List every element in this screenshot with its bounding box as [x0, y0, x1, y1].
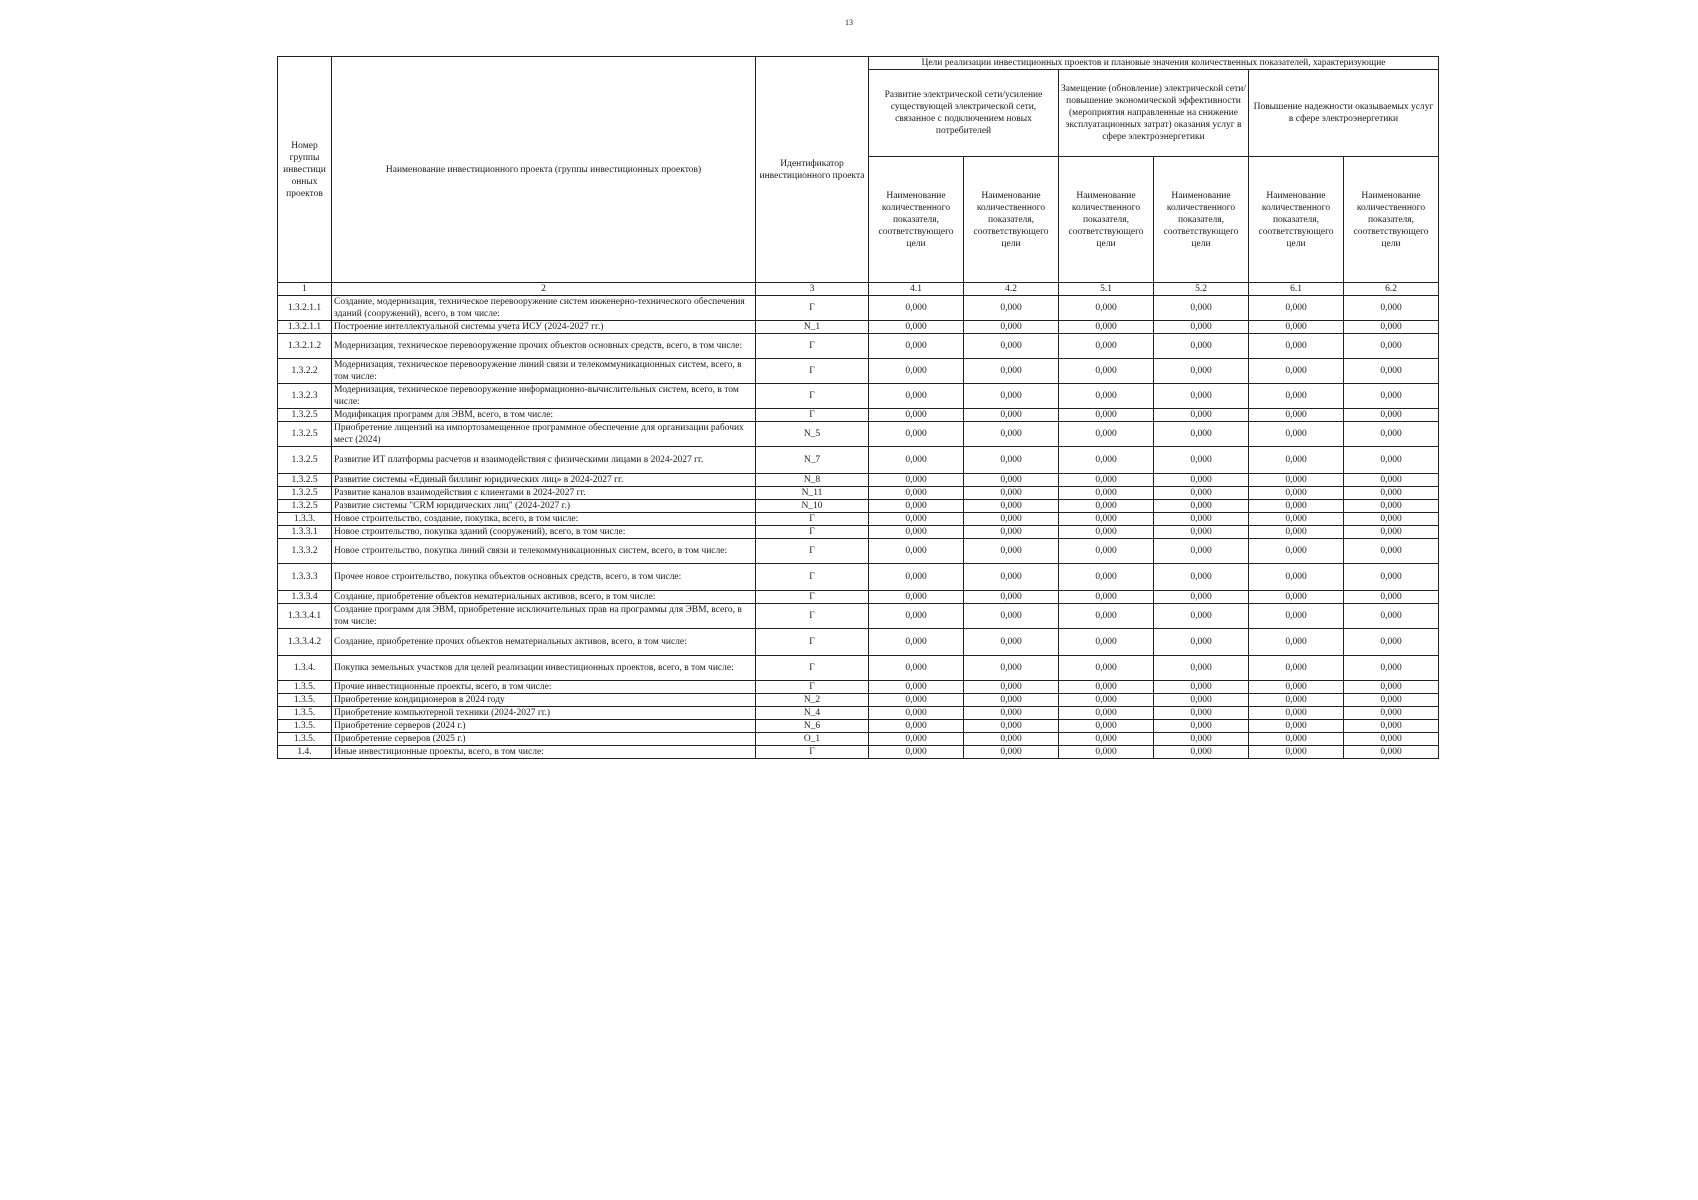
row-project-name: Развитие системы «Единый биллинг юридических лиц» в 2024-2027 гг.: [332, 474, 756, 487]
table-row: [278, 746, 1439, 759]
row-indicator-value: 0,000: [964, 733, 1059, 746]
row-identifier: Г: [756, 296, 869, 321]
row-indicator-value: 0,000: [869, 591, 964, 604]
row-indicator-value: 0,000: [1249, 694, 1344, 707]
row-project-name: Приобретение компьютерной техники (2024-2027 гг.): [332, 707, 756, 720]
row-indicator-value: 0,000: [964, 564, 1059, 591]
row-indicator-value: 0,000: [1344, 487, 1439, 500]
row-group-number: 1.3.5.: [278, 694, 332, 707]
row-indicator-value: 0,000: [964, 539, 1059, 564]
row-indicator-value: 0,000: [1059, 474, 1154, 487]
row-indicator-value: 0,000: [964, 746, 1059, 759]
row-indicator-value: 0,000: [869, 409, 964, 422]
row-indicator-value: 0,000: [1154, 564, 1249, 591]
header-identifier: Идентификатор инвестиционного проекта: [756, 57, 869, 283]
row-project-name: Приобретение лицензий на импортозамещенное программное обеспечение для организации рабочих мест (2024): [332, 422, 756, 447]
row-group-number: 1.3.3.2: [278, 539, 332, 564]
column-number: 4.1: [869, 283, 964, 296]
row-indicator-value: 0,000: [1344, 629, 1439, 656]
row-indicator-value: 0,000: [869, 720, 964, 733]
row-indicator-value: 0,000: [1249, 359, 1344, 384]
row-indicator-value: 0,000: [1059, 334, 1154, 359]
row-indicator-value: 0,000: [964, 681, 1059, 694]
header-indicator-5-2: Наименование количественного показателя, соответствующего цели: [1154, 157, 1249, 283]
row-identifier: Г: [756, 513, 869, 526]
row-indicator-value: 0,000: [1249, 564, 1344, 591]
row-indicator-value: 0,000: [1344, 564, 1439, 591]
row-identifier: Г: [756, 656, 869, 681]
header-goals-title: Цели реализации инвестиционных проектов и плановые значения количественных показателей, характеризующие: [869, 57, 1439, 70]
row-indicator-value: 0,000: [1154, 487, 1249, 500]
row-group-number: 1.3.2.5: [278, 409, 332, 422]
table-row: [278, 334, 1439, 359]
table-row: [278, 409, 1439, 422]
table-row: [278, 681, 1439, 694]
row-project-name: Покупка земельных участков для целей реализации инвестиционных проектов, всего, в том числе:: [332, 656, 756, 681]
row-indicator-value: 0,000: [1344, 694, 1439, 707]
row-project-name: Модернизация, техническое перевооружение информационно-вычислительных систем, всего, в том числе:: [332, 384, 756, 409]
row-indicator-value: 0,000: [1249, 409, 1344, 422]
row-indicator-value: 0,000: [1344, 733, 1439, 746]
row-indicator-value: 0,000: [869, 746, 964, 759]
row-indicator-value: 0,000: [1154, 321, 1249, 334]
row-group-number: 1.3.2.5: [278, 422, 332, 447]
table-row: [278, 447, 1439, 474]
row-group-number: 1.3.2.5: [278, 447, 332, 474]
row-project-name: Развитие каналов взаимодействия с клиентами в 2024-2027 гг.: [332, 487, 756, 500]
row-indicator-value: 0,000: [1059, 409, 1154, 422]
row-indicator-value: 0,000: [1154, 384, 1249, 409]
row-identifier: N_5: [756, 422, 869, 447]
row-indicator-value: 0,000: [1154, 629, 1249, 656]
row-indicator-value: 0,000: [1344, 321, 1439, 334]
row-indicator-value: 0,000: [1344, 474, 1439, 487]
row-indicator-value: 0,000: [1344, 334, 1439, 359]
row-identifier: O_1: [756, 733, 869, 746]
row-indicator-value: 0,000: [869, 296, 964, 321]
header-goal-6: Повышение надежности оказываемых услуг в сфере электроэнергетики: [1249, 70, 1439, 157]
row-project-name: Приобретение серверов (2025 г.): [332, 733, 756, 746]
row-group-number: 1.3.4.: [278, 656, 332, 681]
row-indicator-value: 0,000: [1059, 513, 1154, 526]
row-project-name: Создание, приобретение прочих объектов нематериальных активов, всего, в том числе:: [332, 629, 756, 656]
header-indicator-4-2: Наименование количественного показателя, соответствующего цели: [964, 157, 1059, 283]
row-project-name: Новое строительство, создание, покупка, всего, в том числе:: [332, 513, 756, 526]
row-project-name: Модернизация, техническое перевооружение прочих объектов основных средств, всего, в том числе:: [332, 334, 756, 359]
row-group-number: 1.3.3.1: [278, 526, 332, 539]
row-identifier: Г: [756, 629, 869, 656]
row-indicator-value: 0,000: [1344, 422, 1439, 447]
row-indicator-value: 0,000: [1344, 539, 1439, 564]
row-identifier: Г: [756, 604, 869, 629]
row-group-number: 1.3.3.3: [278, 564, 332, 591]
table-row: [278, 474, 1439, 487]
row-indicator-value: 0,000: [964, 591, 1059, 604]
row-indicator-value: 0,000: [1154, 746, 1249, 759]
row-indicator-value: 0,000: [1154, 720, 1249, 733]
row-indicator-value: 0,000: [1059, 681, 1154, 694]
row-indicator-value: 0,000: [964, 447, 1059, 474]
table-row: [278, 656, 1439, 681]
row-indicator-value: 0,000: [1154, 409, 1249, 422]
row-indicator-value: 0,000: [964, 500, 1059, 513]
row-project-name: Прочие инвестиционные проекты, всего, в том числе:: [332, 681, 756, 694]
row-indicator-value: 0,000: [869, 334, 964, 359]
table-row: [278, 720, 1439, 733]
table-row: [278, 539, 1439, 564]
row-indicator-value: 0,000: [869, 500, 964, 513]
row-indicator-value: 0,000: [1059, 321, 1154, 334]
row-project-name: Создание программ для ЭВМ, приобретение исключительных прав на программы для ЭВМ, всего, в том числе:: [332, 604, 756, 629]
row-indicator-value: 0,000: [1059, 564, 1154, 591]
row-indicator-value: 0,000: [1249, 500, 1344, 513]
row-indicator-value: 0,000: [869, 629, 964, 656]
row-indicator-value: 0,000: [1249, 656, 1344, 681]
row-indicator-value: 0,000: [869, 447, 964, 474]
row-project-name: Построение интеллектуальной системы учета ИСУ (2024-2027 гг.): [332, 321, 756, 334]
row-indicator-value: 0,000: [869, 384, 964, 409]
row-group-number: 1.3.3.: [278, 513, 332, 526]
row-indicator-value: 0,000: [1249, 539, 1344, 564]
row-indicator-value: 0,000: [869, 707, 964, 720]
row-indicator-value: 0,000: [1154, 447, 1249, 474]
row-project-name: Модернизация, техническое перевооружение линий связи и телекоммуникационных систем, всего, в том числе:: [332, 359, 756, 384]
row-indicator-value: 0,000: [1154, 591, 1249, 604]
row-indicator-value: 0,000: [869, 733, 964, 746]
row-identifier: N_11: [756, 487, 869, 500]
row-indicator-value: 0,000: [1059, 422, 1154, 447]
row-indicator-value: 0,000: [1154, 526, 1249, 539]
column-number: 3: [756, 283, 869, 296]
row-indicator-value: 0,000: [964, 629, 1059, 656]
table-row: [278, 733, 1439, 746]
row-group-number: 1.3.2.1.1: [278, 321, 332, 334]
row-indicator-value: 0,000: [1059, 604, 1154, 629]
row-group-number: 1.3.5.: [278, 707, 332, 720]
row-indicator-value: 0,000: [1154, 513, 1249, 526]
row-identifier: N_8: [756, 474, 869, 487]
row-indicator-value: 0,000: [1154, 707, 1249, 720]
table-row: [278, 359, 1439, 384]
row-group-number: 1.3.3.4: [278, 591, 332, 604]
row-group-number: 1.3.2.5: [278, 500, 332, 513]
row-group-number: 1.3.2.5: [278, 474, 332, 487]
header-project-name: Наименование инвестиционного проекта (группы инвестиционных проектов): [332, 57, 756, 283]
row-group-number: 1.3.3.4.2: [278, 629, 332, 656]
row-identifier: N_2: [756, 694, 869, 707]
row-indicator-value: 0,000: [869, 526, 964, 539]
row-indicator-value: 0,000: [1249, 474, 1344, 487]
row-indicator-value: 0,000: [1154, 334, 1249, 359]
row-indicator-value: 0,000: [869, 422, 964, 447]
row-indicator-value: 0,000: [1154, 733, 1249, 746]
row-group-number: 1.3.2.5: [278, 487, 332, 500]
row-indicator-value: 0,000: [1154, 296, 1249, 321]
row-indicator-value: 0,000: [1154, 604, 1249, 629]
row-indicator-value: 0,000: [1059, 733, 1154, 746]
row-identifier: Г: [756, 591, 869, 604]
row-indicator-value: 0,000: [1249, 487, 1344, 500]
row-project-name: Новое строительство, покупка линий связи и телекоммуникационных систем, всего, в том числе:: [332, 539, 756, 564]
row-indicator-value: 0,000: [1249, 447, 1344, 474]
row-indicator-value: 0,000: [1249, 604, 1344, 629]
row-indicator-value: 0,000: [1249, 707, 1344, 720]
row-indicator-value: 0,000: [869, 564, 964, 591]
header-goal-4: Развитие электрической сети/усиление существующей электрической сети, связанное с подключением новых потребителей: [869, 70, 1059, 157]
row-indicator-value: 0,000: [1344, 604, 1439, 629]
row-indicator-value: 0,000: [1344, 513, 1439, 526]
row-project-name: Новое строительство, покупка зданий (сооружений), всего, в том числе:: [332, 526, 756, 539]
row-identifier: Г: [756, 539, 869, 564]
row-indicator-value: 0,000: [1154, 359, 1249, 384]
row-indicator-value: 0,000: [1059, 656, 1154, 681]
row-group-number: 1.3.2.2: [278, 359, 332, 384]
row-indicator-value: 0,000: [1249, 296, 1344, 321]
row-indicator-value: 0,000: [1154, 474, 1249, 487]
row-identifier: N_4: [756, 707, 869, 720]
row-group-number: 1.3.3.4.1: [278, 604, 332, 629]
row-indicator-value: 0,000: [1154, 656, 1249, 681]
row-indicator-value: 0,000: [1154, 681, 1249, 694]
row-indicator-value: 0,000: [1249, 720, 1344, 733]
row-indicator-value: 0,000: [869, 321, 964, 334]
row-indicator-value: 0,000: [1249, 513, 1344, 526]
row-indicator-value: 0,000: [1154, 500, 1249, 513]
row-indicator-value: 0,000: [1059, 539, 1154, 564]
row-group-number: 1.4.: [278, 746, 332, 759]
column-number: 6.2: [1344, 283, 1439, 296]
row-project-name: Развитие системы "CRM юридических лиц" (2024-2027 г.): [332, 500, 756, 513]
row-group-number: 1.3.5.: [278, 720, 332, 733]
table-row: [278, 564, 1439, 591]
header-indicator-6-1: Наименование количественного показателя, соответствующего цели: [1249, 157, 1344, 283]
row-indicator-value: 0,000: [1249, 681, 1344, 694]
row-indicator-value: 0,000: [1249, 526, 1344, 539]
row-identifier: Г: [756, 384, 869, 409]
row-indicator-value: 0,000: [1059, 629, 1154, 656]
row-identifier: Г: [756, 681, 869, 694]
table-row: [278, 591, 1439, 604]
row-indicator-value: 0,000: [1344, 296, 1439, 321]
header-indicator-6-2: Наименование количественного показателя, соответствующего цели: [1344, 157, 1439, 283]
row-indicator-value: 0,000: [1344, 746, 1439, 759]
row-indicator-value: 0,000: [964, 359, 1059, 384]
column-number: 4.2: [964, 283, 1059, 296]
row-indicator-value: 0,000: [1249, 321, 1344, 334]
row-identifier: N_7: [756, 447, 869, 474]
row-indicator-value: 0,000: [1249, 733, 1344, 746]
header-goal-5: Замещение (обновление) электрической сети/повышение экономической эффективности (мероприятия направленные на снижение эксплуатационных затрат) оказания услуг в сфере электроэнергетики: [1059, 70, 1249, 157]
row-indicator-value: 0,000: [1249, 629, 1344, 656]
row-project-name: Иные инвестиционные проекты, всего, в том числе:: [332, 746, 756, 759]
row-indicator-value: 0,000: [869, 513, 964, 526]
row-group-number: 1.3.5.: [278, 681, 332, 694]
row-indicator-value: 0,000: [964, 409, 1059, 422]
table-row: [278, 707, 1439, 720]
row-indicator-value: 0,000: [1249, 746, 1344, 759]
row-indicator-value: 0,000: [964, 513, 1059, 526]
row-indicator-value: 0,000: [869, 487, 964, 500]
row-indicator-value: 0,000: [1344, 591, 1439, 604]
row-indicator-value: 0,000: [1059, 296, 1154, 321]
column-number: 6.1: [1249, 283, 1344, 296]
row-indicator-value: 0,000: [1059, 694, 1154, 707]
row-group-number: 1.3.2.1.2: [278, 334, 332, 359]
row-indicator-value: 0,000: [1059, 526, 1154, 539]
row-indicator-value: 0,000: [964, 474, 1059, 487]
row-identifier: Г: [756, 564, 869, 591]
row-project-name: Создание, модернизация, техническое перевооружение систем инженерно-технического обеспечения зданий (сооружений), всего, в том числе:: [332, 296, 756, 321]
header-indicator-4-1: Наименование количественного показателя, соответствующего цели: [869, 157, 964, 283]
row-indicator-value: 0,000: [1059, 487, 1154, 500]
column-number: 5.1: [1059, 283, 1154, 296]
column-number: 2: [332, 283, 756, 296]
row-identifier: Г: [756, 526, 869, 539]
table-row: [278, 296, 1439, 321]
row-indicator-value: 0,000: [964, 487, 1059, 500]
row-indicator-value: 0,000: [964, 296, 1059, 321]
row-project-name: Модификация программ для ЭВМ, всего, в том числе:: [332, 409, 756, 422]
row-project-name: Прочее новое строительство, покупка объектов основных средств, всего, в том числе:: [332, 564, 756, 591]
row-indicator-value: 0,000: [869, 604, 964, 629]
table-row: [278, 604, 1439, 629]
table-row: [278, 526, 1439, 539]
row-indicator-value: 0,000: [1249, 591, 1344, 604]
row-project-name: Приобретение серверов (2024 г.): [332, 720, 756, 733]
row-indicator-value: 0,000: [1344, 359, 1439, 384]
row-indicator-value: 0,000: [1059, 384, 1154, 409]
row-indicator-value: 0,000: [1154, 539, 1249, 564]
row-group-number: 1.3.2.1.1: [278, 296, 332, 321]
row-indicator-value: 0,000: [1344, 656, 1439, 681]
column-number: 5.2: [1154, 283, 1249, 296]
table-row: [278, 422, 1439, 447]
row-indicator-value: 0,000: [964, 334, 1059, 359]
row-indicator-value: 0,000: [1059, 707, 1154, 720]
row-indicator-value: 0,000: [869, 359, 964, 384]
row-indicator-value: 0,000: [869, 656, 964, 681]
row-identifier: Г: [756, 359, 869, 384]
row-indicator-value: 0,000: [1154, 694, 1249, 707]
row-indicator-value: 0,000: [1344, 500, 1439, 513]
row-indicator-value: 0,000: [964, 526, 1059, 539]
row-indicator-value: 0,000: [1249, 384, 1344, 409]
table-row: [278, 384, 1439, 409]
row-indicator-value: 0,000: [1344, 447, 1439, 474]
row-indicator-value: 0,000: [1344, 720, 1439, 733]
row-indicator-value: 0,000: [869, 539, 964, 564]
row-identifier: Г: [756, 746, 869, 759]
row-indicator-value: 0,000: [869, 681, 964, 694]
row-identifier: N_10: [756, 500, 869, 513]
row-indicator-value: 0,000: [964, 720, 1059, 733]
row-indicator-value: 0,000: [1059, 359, 1154, 384]
row-indicator-value: 0,000: [964, 707, 1059, 720]
table-row: [278, 487, 1439, 500]
row-group-number: 1.3.2.3: [278, 384, 332, 409]
row-indicator-value: 0,000: [964, 384, 1059, 409]
table-row: [278, 629, 1439, 656]
row-indicator-value: 0,000: [1059, 591, 1154, 604]
column-number-row: [278, 283, 1439, 296]
column-number: 1: [278, 283, 332, 296]
table-row: [278, 513, 1439, 526]
row-indicator-value: 0,000: [1344, 707, 1439, 720]
row-indicator-value: 0,000: [964, 694, 1059, 707]
row-project-name: Развитие ИТ платформы расчетов и взаимодействия с физическими лицами в 2024-2027 гг.: [332, 447, 756, 474]
row-indicator-value: 0,000: [1344, 526, 1439, 539]
row-indicator-value: 0,000: [1344, 384, 1439, 409]
row-indicator-value: 0,000: [1344, 409, 1439, 422]
row-indicator-value: 0,000: [1059, 500, 1154, 513]
row-group-number: 1.3.5.: [278, 733, 332, 746]
row-indicator-value: 0,000: [1249, 334, 1344, 359]
row-project-name: Создание, приобретение объектов нематериальных активов, всего, в том числе:: [332, 591, 756, 604]
row-indicator-value: 0,000: [1059, 720, 1154, 733]
row-indicator-value: 0,000: [964, 422, 1059, 447]
row-project-name: Приобретение кондиционеров в 2024 году: [332, 694, 756, 707]
row-indicator-value: 0,000: [964, 604, 1059, 629]
row-indicator-value: 0,000: [1154, 422, 1249, 447]
row-indicator-value: 0,000: [964, 321, 1059, 334]
row-indicator-value: 0,000: [869, 474, 964, 487]
row-identifier: Г: [756, 409, 869, 422]
row-indicator-value: 0,000: [1344, 681, 1439, 694]
table-row: [278, 321, 1439, 334]
row-identifier: Г: [756, 334, 869, 359]
row-indicator-value: 0,000: [1059, 746, 1154, 759]
row-identifier: N_6: [756, 720, 869, 733]
row-indicator-value: 0,000: [1059, 447, 1154, 474]
table-row: [278, 694, 1439, 707]
header-indicator-5-1: Наименование количественного показателя, соответствующего цели: [1059, 157, 1154, 283]
row-identifier: N_1: [756, 321, 869, 334]
row-indicator-value: 0,000: [869, 694, 964, 707]
row-indicator-value: 0,000: [964, 656, 1059, 681]
header-group-number: Номер группы инвестици онных проектов: [278, 57, 332, 283]
page-number: 13: [845, 18, 853, 27]
table-row: [278, 500, 1439, 513]
row-indicator-value: 0,000: [1249, 422, 1344, 447]
investment-goals-table: [277, 56, 1439, 759]
